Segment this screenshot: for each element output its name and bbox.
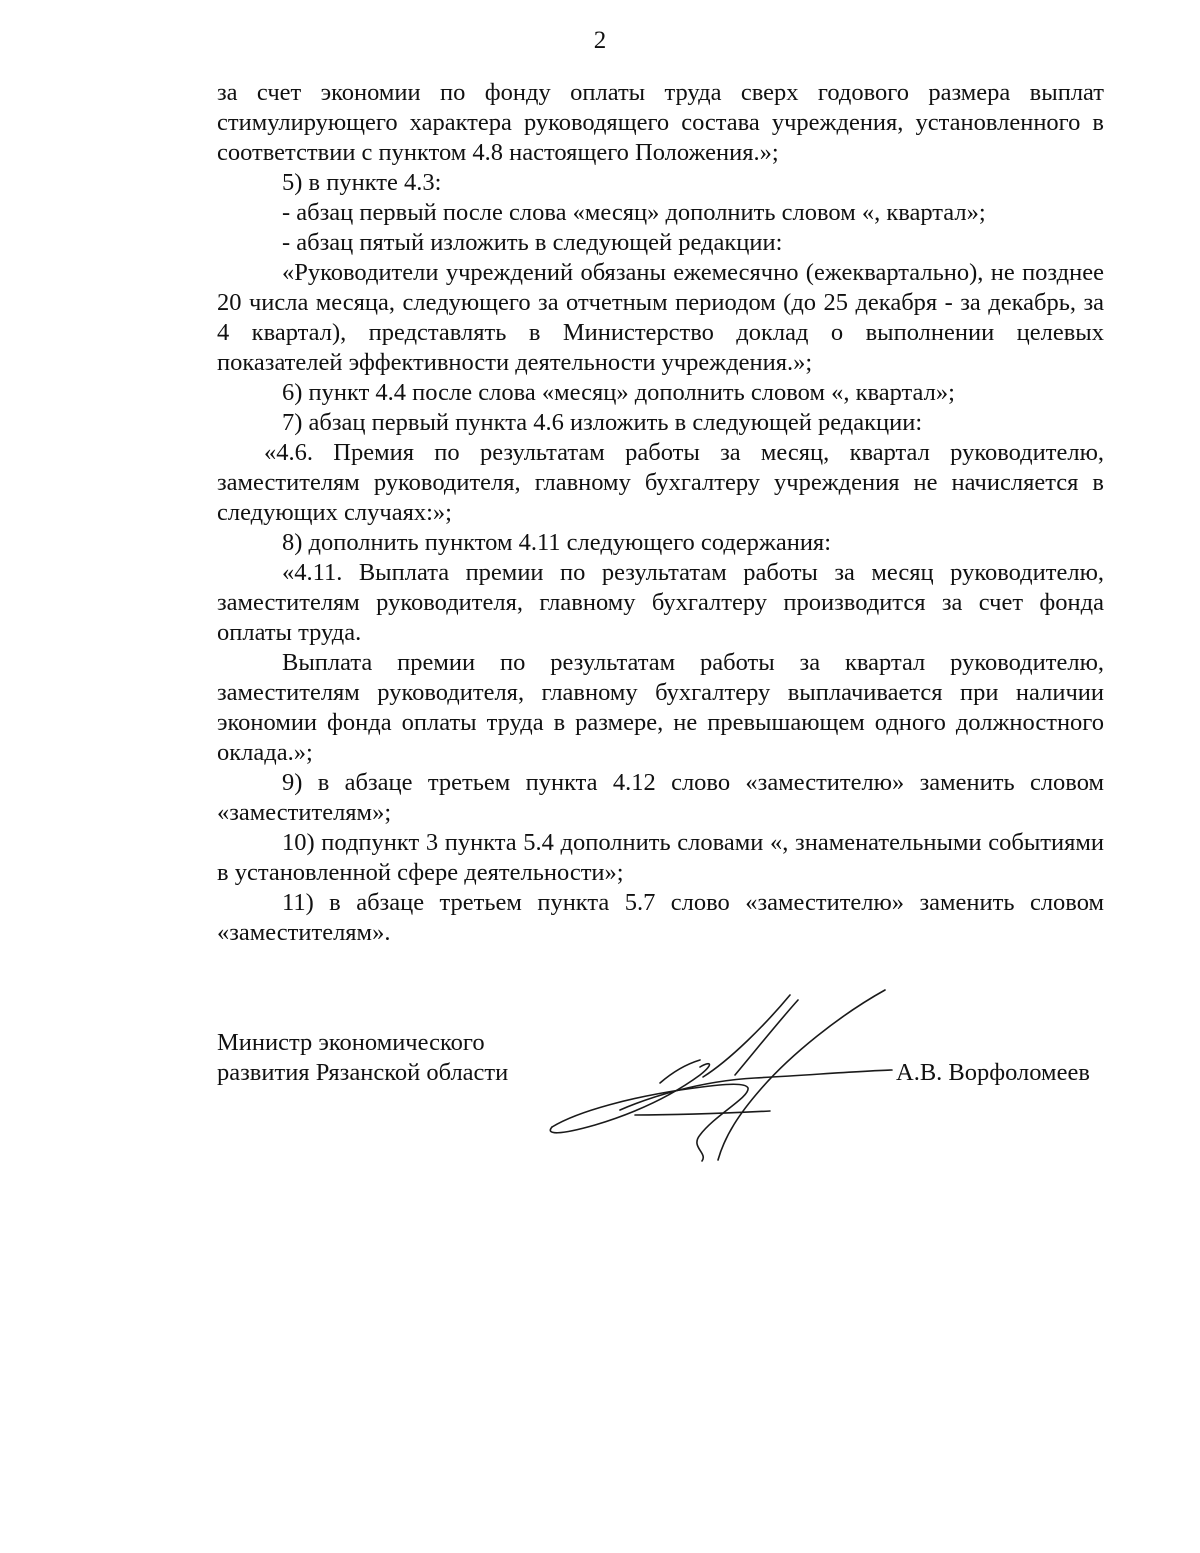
handwritten-signature — [540, 985, 920, 1170]
paragraph: за счет экономии по фонду оплаты труда сверх годового размера выплат стимулирующего характера руководящего состава учреждения, установленного в соответствии с пунктом 4.8 настоящего Положения.»; — [217, 79, 1104, 166]
paragraph: 8) дополнить пунктом 4.11 следующего содержания: — [282, 529, 832, 556]
paragraph: - абзац пятый изложить в следующей редакции: — [282, 229, 783, 256]
paragraph: 10) подпункт 3 пункта 5.4 дополнить словами «, знаменательными событиями в установленной сфере деятельности»; — [217, 829, 1104, 886]
paragraph: 6) пункт 4.4 после слова «месяц» дополнить словом «, квартал»; — [282, 379, 955, 406]
signer-position-line2: развития Рязанской области — [217, 1059, 509, 1086]
paragraph: 5) в пункте 4.3: — [282, 169, 442, 196]
paragraph: «4.11. Выплата премии по результатам работы за месяц руководителю, заместителям руководителя, главному бухгалтеру производится за счет фонда оплаты труда. — [217, 559, 1104, 646]
paragraph: 7) абзац первый пункта 4.6 изложить в следующей редакции: — [282, 409, 923, 436]
paragraph: - абзац первый после слова «месяц» дополнить словом «, квартал»; — [282, 199, 986, 226]
page-number: 2 — [593, 27, 607, 54]
signer-name: А.В. Ворфоломеев — [896, 1059, 1090, 1086]
signer-position — [217, 1028, 508, 1088]
document-body — [217, 78, 1104, 948]
signer-position-line1: Министр экономического — [217, 1029, 485, 1056]
paragraph: 9) в абзаце третьем пункта 4.12 слово «заместителю» заменить словом «заместителям»; — [217, 769, 1104, 826]
paragraph: Выплата премии по результатам работы за квартал руководителю, заместителям руководителя, главному бухгалтеру выплачивается при наличии экономии фонда оплаты труда в размере, не превышающем одного должностного оклада.»; — [217, 649, 1104, 766]
paragraph: «Руководители учреждений обязаны ежемесячно (ежеквартально), не позднее 20 числа месяца, следующего за отчетным периодом (до 25 декабря - за декабрь, за 4 квартал), представлять в Министерство доклад о выполнении целевых показателей эффективности деятельности учреждения.»; — [217, 259, 1104, 376]
paragraph: «4.6. Премия по результатам работы за месяц, квартал руководителю, заместителям руководителя, главному бухгалтеру учреждения не начисляется в следующих случаях:»; — [217, 439, 1104, 526]
paragraph: 11) в абзаце третьем пункта 5.7 слово «заместителю» заменить словом «заместителям». — [217, 889, 1104, 946]
